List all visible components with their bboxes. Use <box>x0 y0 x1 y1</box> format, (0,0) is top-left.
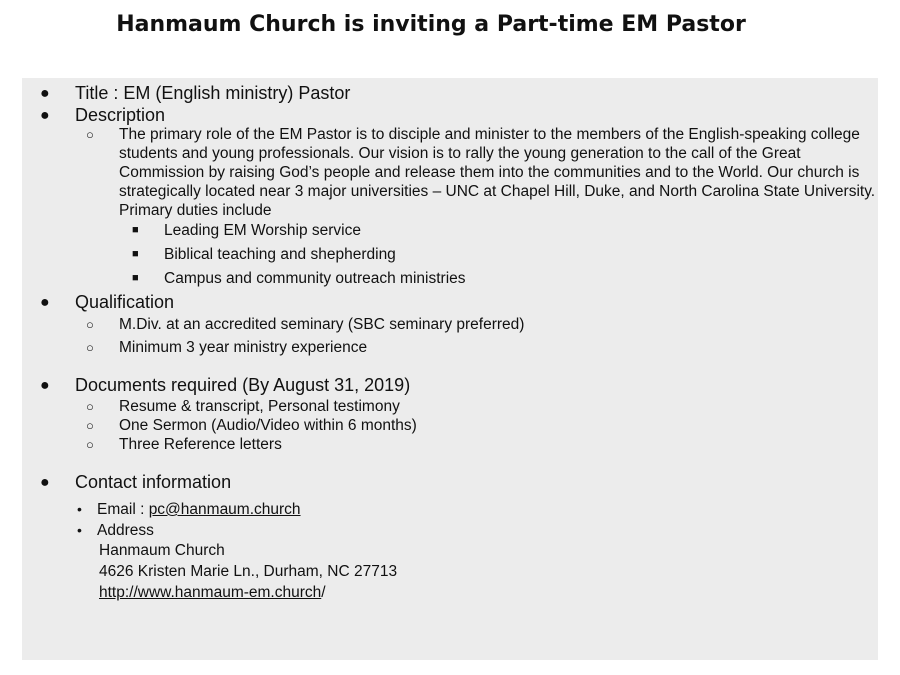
circle-bullet-icon: ○ <box>86 399 94 414</box>
website-link[interactable]: http://www.hanmaum-em.church <box>99 584 322 601</box>
website-line <box>99 583 326 602</box>
circle-bullet-icon: ○ <box>86 437 94 452</box>
content-panel <box>22 78 878 660</box>
contact-heading: Contact information <box>75 472 232 492</box>
document-text: One Sermon (Audio/Video within 6 months) <box>119 417 417 434</box>
circle-bullet-icon: ○ <box>86 127 94 142</box>
small-bullet-icon: • <box>77 522 82 538</box>
address-name: Hanmaum Church <box>99 542 225 559</box>
page-title: Hanmaum Church is inviting a Part-time EM Pastor <box>116 12 746 37</box>
bullet-icon: ● <box>40 107 50 124</box>
email-link[interactable]: pc@hanmaum.church <box>148 501 301 518</box>
circle-bullet-icon: ○ <box>86 418 94 433</box>
description-heading: Description <box>75 105 166 125</box>
square-bullet-icon: ■ <box>132 272 139 284</box>
address-label: Address <box>97 522 154 539</box>
qualification-text: M.Div. at an accredited seminary (SBC seminary preferred) <box>119 316 525 333</box>
qualification-heading: Qualification <box>75 292 175 312</box>
email-label: Email : <box>97 501 149 518</box>
bullet-icon: ● <box>40 294 50 311</box>
circle-bullet-icon: ○ <box>86 317 94 332</box>
document-text: Three Reference letters <box>119 436 282 453</box>
job-title: Title : EM (English ministry) Pastor <box>75 83 351 103</box>
duty-text: Leading EM Worship service <box>164 222 361 239</box>
square-bullet-icon: ■ <box>132 248 139 260</box>
square-bullet-icon: ■ <box>132 224 139 236</box>
small-bullet-icon: • <box>77 501 82 517</box>
duty-text: Campus and community outreach ministries <box>164 270 466 287</box>
bullet-icon: ● <box>40 377 50 394</box>
description-paragraph: The primary role of the EM Pastor is to disciple and minister to the members of the English-speaking college students and young professionals. Our vision is to rally the young generation to the call of the Great Commission by raising God’s people and release them into the communities and to the World. Our church is strategically located near 3 major universities – UNC at Chapel Hill, Duke, and North Carolina State University. Primary duties include <box>119 126 876 219</box>
qualification-text: Minimum 3 year ministry experience <box>119 339 368 356</box>
document-text: Resume & transcript, Personal testimony <box>119 398 400 415</box>
circle-bullet-icon: ○ <box>86 340 94 355</box>
bullet-icon: ● <box>40 474 50 491</box>
website-suffix: / <box>321 584 326 601</box>
duty-text: Biblical teaching and shepherding <box>164 246 396 263</box>
documents-heading: Documents required (By August 31, 2019) <box>75 375 411 395</box>
bullet-icon: ● <box>40 85 50 102</box>
address-street: 4626 Kristen Marie Ln., Durham, NC 27713 <box>99 563 398 580</box>
